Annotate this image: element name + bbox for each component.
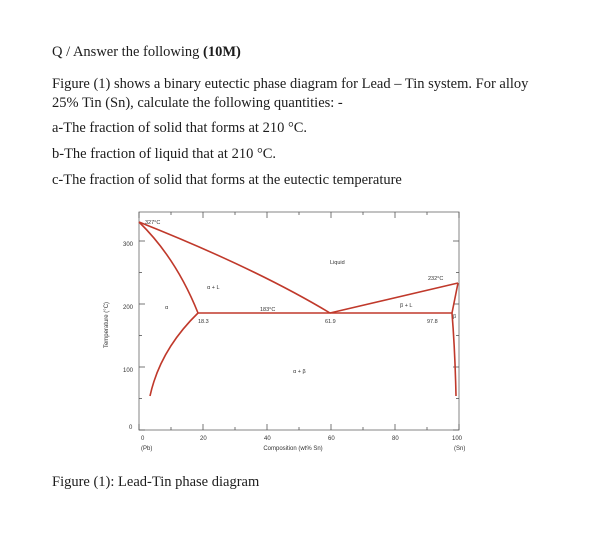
y-tick-300: 300: [123, 242, 134, 248]
figure-caption: Figure (1): Lead-Tin phase diagram: [52, 474, 260, 490]
beta-limit-label: 97.8: [427, 319, 438, 325]
beta-solidus-curve: [452, 283, 458, 313]
liquid-region-label: Liquid: [330, 260, 345, 266]
question-part-b: b-The fraction of liquid that at 210 °C.: [52, 146, 277, 162]
y-axis-label: Temperature (°C): [104, 301, 110, 349]
x-tick-40: 40: [264, 436, 271, 442]
x-axis-left-element: (Pb): [141, 446, 153, 452]
liquidus-right-curve: [330, 283, 458, 313]
alpha-liquid-region-label: α + L: [207, 285, 220, 291]
alpha-beta-region-label: α + β: [293, 369, 306, 375]
alpha-limit-label: 18.3: [198, 319, 209, 325]
x-tick-20: 20: [200, 436, 207, 442]
liquidus-left-curve: [139, 222, 330, 313]
x-tick-80: 80: [392, 436, 399, 442]
y-tick-200: 200: [123, 305, 134, 311]
x-tick-60: 60: [328, 436, 335, 442]
intro-line-2: 25% Tin (Sn), calculate the following quantities: -: [52, 95, 343, 111]
eutectic-temp-label: 183°C: [260, 307, 276, 313]
beta-solvus-curve: [452, 313, 456, 396]
heading-marks: (10M): [203, 44, 241, 60]
alpha-solvus-curve: [150, 313, 198, 396]
question-part-c: c-The fraction of solid that forms at the eutectic temperature: [52, 172, 402, 188]
y-tick-0: 0: [129, 425, 133, 431]
alpha-region-label: α: [165, 305, 169, 311]
x-axis-right-element: (Sn): [454, 446, 466, 452]
sn-melting-label: 232°C: [428, 276, 444, 282]
y-tick-100: 100: [123, 368, 134, 374]
x-tick-0: 0: [141, 436, 145, 442]
pb-melting-label: 327°C: [145, 220, 161, 226]
heading-text: Q / Answer the following: [52, 44, 204, 60]
beta-region-label: β: [453, 314, 457, 320]
plot-frame: [139, 212, 459, 430]
beta-liquid-region-label: β + L: [400, 303, 413, 309]
x-tick-100: 100: [452, 436, 463, 442]
eutectic-comp-label: 61.9: [325, 319, 336, 325]
question-part-a: a-The fraction of solid that forms at 210 °C.: [52, 120, 308, 136]
x-axis-label: Composition (wt% Sn): [263, 446, 323, 452]
alpha-solidus-curve: [139, 222, 198, 313]
intro-line-1: Figure (1) shows a binary eutectic phase diagram for Lead – Tin system. For alloy: [52, 76, 529, 92]
axis-ticks: [139, 212, 459, 430]
